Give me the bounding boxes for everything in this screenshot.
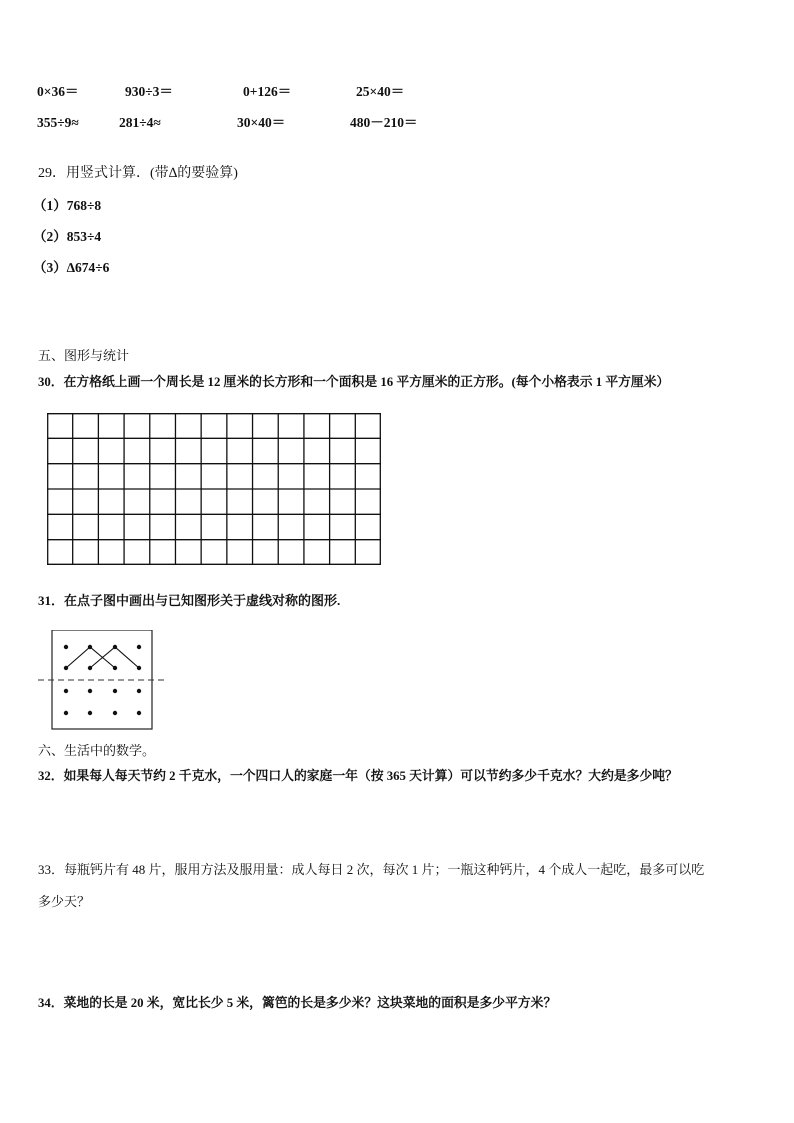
given-figure-left — [66, 647, 115, 668]
calc-2-4: 480－210＝ — [350, 115, 418, 130]
grid-dot — [64, 645, 68, 649]
grid-dot — [113, 689, 117, 693]
square-grid — [47, 413, 381, 565]
calc-1-4: 25×40＝ — [356, 84, 405, 99]
grid-dot — [137, 666, 141, 670]
q29-item-2: （2）853÷4 — [33, 229, 102, 244]
grid-dot — [137, 689, 141, 693]
calc-1-3: 0+126＝ — [243, 84, 292, 99]
calc-2-2: 281÷4≈ — [119, 115, 161, 130]
calc-1-2: 930÷3＝ — [125, 84, 173, 99]
grid-dot — [137, 645, 141, 649]
q30-text: 30．在方格纸上画一个周长是 12 厘米的长方形和一个面积是 16 平方厘米的正方形。(每个小格表示 1 平方厘米） — [38, 375, 670, 389]
q29-item-1: （1）768÷8 — [33, 198, 102, 213]
q33-line1: 33．每瓶钙片有 48 片，服用方法及服用量：成人每日 2 次，每次 1 片；一瓶这种钙片，4 个成人一起吃，最多可以吃 — [38, 862, 705, 877]
grid-dot — [88, 666, 92, 670]
calc-2-3: 30×40＝ — [237, 115, 286, 130]
q29-title: 29．用竖式计算．(带∆的要验算) — [38, 166, 238, 181]
grid-dot — [113, 711, 117, 715]
grid-dot — [64, 666, 68, 670]
grid-dot — [88, 645, 92, 649]
q31-text: 31．在点子图中画出与已知图形关于虚线对称的图形. — [38, 593, 341, 608]
calc-2-1: 355÷9≈ — [37, 115, 79, 130]
grid-dot — [64, 711, 68, 715]
calc-1-1: 0×36＝ — [37, 84, 79, 99]
grid-dot — [88, 689, 92, 693]
q32-text: 32．如果每人每天节约 2 千克水，一个四口人的家庭一年（按 365 天计算）可以节约多少千克水？大约是多少吨？ — [38, 769, 678, 783]
grid-dot — [113, 645, 117, 649]
given-figure-right — [90, 647, 139, 668]
section-5-heading: 五、图形与统计 — [38, 348, 130, 363]
q34-text: 34．菜地的长是 20 米，宽比长少 5 米，篱笆的长是多少米？这块菜地的面积是多少平方米？ — [38, 996, 557, 1010]
grid-dot — [113, 666, 117, 670]
grid-dot — [137, 711, 141, 715]
q33-line2: 多少天？ — [38, 894, 91, 909]
grid-dot — [88, 711, 92, 715]
q29-item-3: （3）∆674÷6 — [33, 260, 110, 275]
section-6-heading: 六、生活中的数学。 — [38, 743, 156, 758]
dot-grid-figure — [38, 630, 168, 730]
grid-dot — [64, 689, 68, 693]
